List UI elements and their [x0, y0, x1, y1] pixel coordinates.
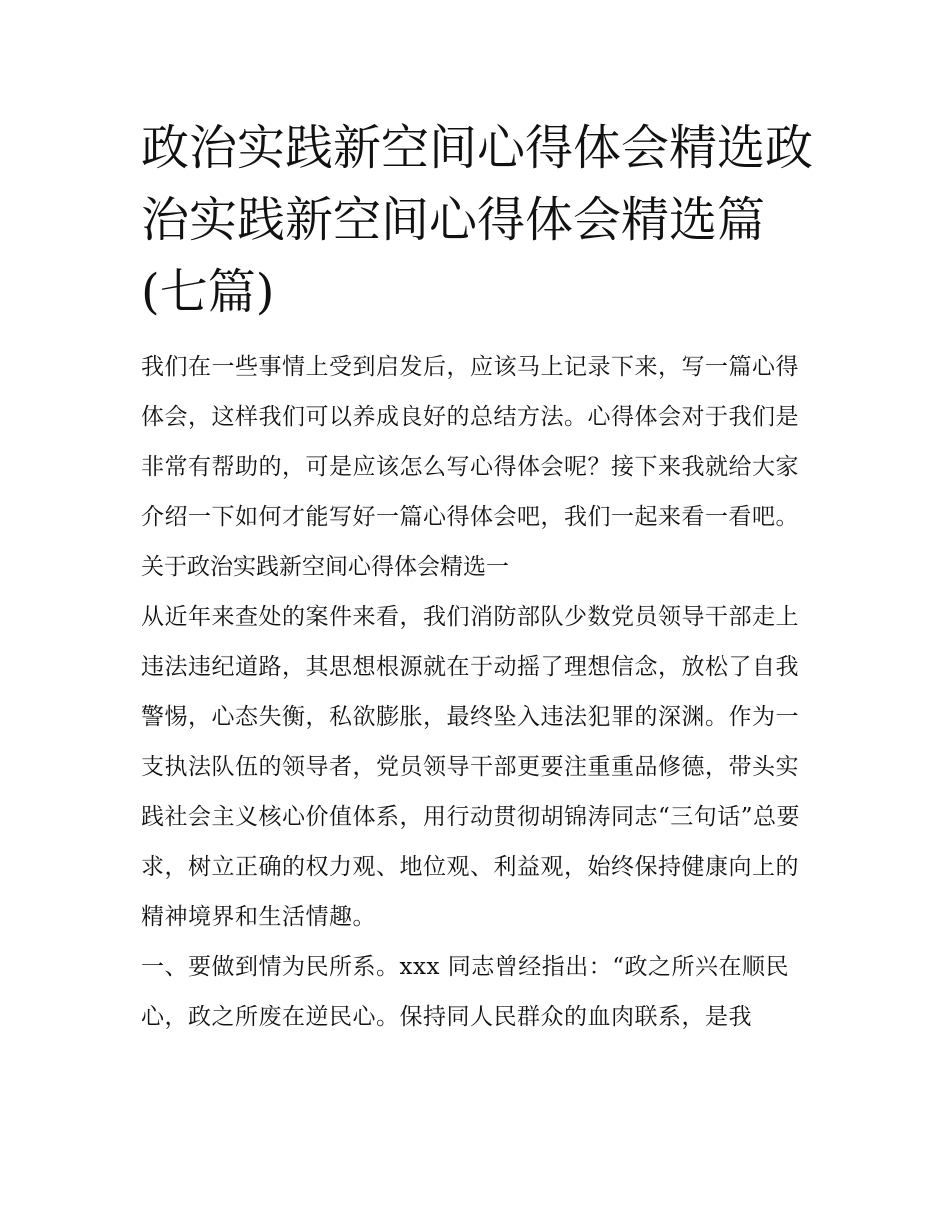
body-paragraph-1: 从近年来查处的案件来看，我们消防部队少数党员领导干部走上违法违纪道路，其思想根源就在于动摇了理想信念，放松了自我警惕，心态失衡，私欲膨胀，最终坠入违法犯罪的深渊。作为一支执法队伍的领导者，党员领导干部更要注重重品修德，带头实践社会主义核心价值体系，用行动贯彻胡锦涛同志“三句话”总要求，树立正确的权力观、地位观、利益观，始终保持健康向上的精神境界和生活情趣。 — [141, 604, 801, 930]
body-paragraph-2: 一、要做到情为民所系。xxx 同志曾经指出：“政之所兴在顺民心，政之所废在逆民心。保持同人民群众的血肉联系，是我 — [141, 954, 789, 1030]
section-heading: 关于政治实践新空间心得体会精选一 — [141, 554, 509, 580]
document-body — [141, 112, 813, 1042]
document-title: 政治实践新空间心得体会精选政治实践新空间心得体会精选篇(七篇) — [141, 120, 814, 320]
intro-paragraph: 我们在一些事情上受到启发后，应该马上记录下来，写一篇心得体会，这样我们可以养成良好的总结方法。心得体会对于我们是非常有帮助的，可是应该怎么写心得体会呢？接下来我就给大家介绍一下如何才能写好一篇心得体会吧，我们一起来看一看吧。 — [141, 354, 799, 530]
